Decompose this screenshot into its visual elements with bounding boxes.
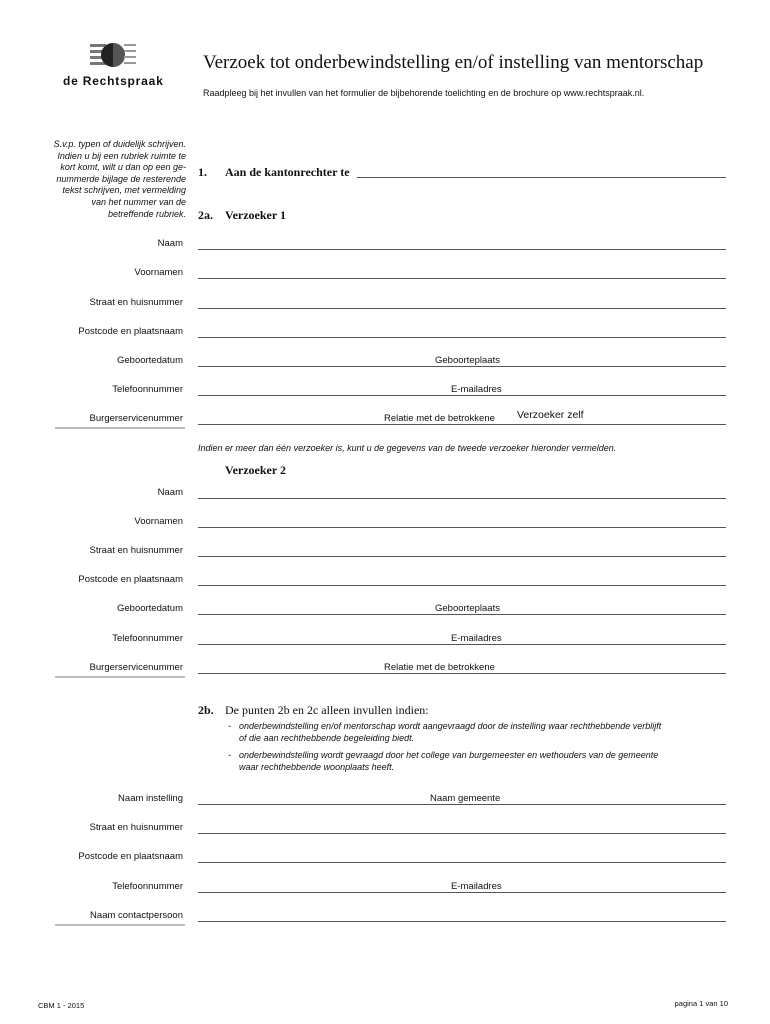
label-geboortedatum-2: Geboortedatum	[116, 603, 183, 614]
label-naam-gemeente: Naam gemeente	[430, 793, 501, 804]
label-geboortedatum-1: Geboortedatum	[116, 355, 183, 366]
label-straat-instelling: Straat en huisnummer	[89, 822, 183, 833]
label-relatie-2: Relatie met de betrokkene	[384, 662, 495, 673]
section-divider-3	[55, 924, 185, 926]
label-straat-1: Straat en huisnummer	[89, 297, 183, 308]
postcode-field-2[interactable]	[198, 585, 726, 586]
relatie-value-1[interactable]: Verzoeker zelf	[517, 409, 584, 421]
bsn-field-1[interactable]	[198, 424, 726, 425]
label-telefoon-instelling: Telefoonnummer	[112, 881, 183, 892]
bullet-1: - onderbewindstelling en/of mentorschap wordt aangevraagd door de instelling waar rechthebbende verblijft of die aan rechthebbende begeleiding biedt.	[228, 721, 662, 743]
page-subtitle: Raadpleeg bij het invullen van het formulier de bijbehorende toelichting en de brochure op www.rechtspraak.nl.	[203, 88, 645, 98]
label-straat-2: Straat en huisnummer	[89, 545, 183, 556]
postcode-instelling-field[interactable]	[198, 862, 726, 863]
page-title: Verzoek tot onderbewindstelling en/of instelling van mentorschap	[203, 52, 704, 73]
geboortedatum-field-1[interactable]	[198, 366, 726, 367]
section-divider-1	[55, 427, 185, 429]
section-1-title: Aan de kantonrechter te	[225, 165, 350, 179]
section-2a-number: 2a.	[198, 208, 213, 222]
label-voornamen-1: Voornamen	[134, 267, 183, 278]
label-postcode-instelling: Postcode en plaatsnaam	[78, 851, 183, 862]
section-1-number: 1.	[198, 165, 207, 179]
section-2b-title: De punten 2b en 2c alleen invullen indien:	[225, 703, 429, 717]
contactpersoon-field[interactable]	[198, 921, 726, 922]
label-telefoon-1: Telefoonnummer	[112, 384, 183, 395]
section-2a-second-title: Verzoeker 2	[225, 463, 286, 477]
page-number: pagina 1 van 10	[674, 999, 728, 1008]
bullet-dash-1: -	[228, 721, 231, 731]
kantonrechter-field[interactable]	[357, 177, 726, 178]
bullet-dash-2: -	[228, 750, 231, 760]
label-relatie-1: Relatie met de betrokkene	[384, 413, 495, 424]
bullet-2: - onderbewindstelling wordt gevraagd door het college van burgemeester en wethouders van de gemeente waar rechthebbende woonplaats heeft.	[228, 750, 659, 772]
label-voornamen-2: Voornamen	[134, 516, 183, 527]
label-naam-instelling: Naam instelling	[118, 793, 183, 804]
rechtspraak-logo-icon	[90, 42, 136, 68]
postcode-field-1[interactable]	[198, 337, 726, 338]
logo-text: de Rechtspraak	[63, 74, 164, 88]
label-geboorteplaats-2: Geboorteplaats	[435, 603, 500, 614]
section-2a-title: Verzoeker 1	[225, 208, 286, 222]
label-postcode-2: Postcode en plaatsnaam	[78, 574, 183, 585]
naam-field-1[interactable]	[198, 249, 726, 250]
label-postcode-1: Postcode en plaatsnaam	[78, 326, 183, 337]
straat-field-2[interactable]	[198, 556, 726, 557]
second-applicant-note: Indien er meer dan één verzoeker is, kunt u de gegevens van de tweede verzoeker hieronder vermelden.	[198, 443, 617, 453]
label-email-1: E-mailadres	[451, 384, 502, 395]
label-geboorteplaats-1: Geboorteplaats	[435, 355, 500, 366]
straat-instelling-field[interactable]	[198, 833, 726, 834]
form-code: CBM 1 - 2015	[38, 1001, 85, 1010]
naam-instelling-field[interactable]	[198, 804, 726, 805]
straat-field-1[interactable]	[198, 308, 726, 309]
label-bsn-2: Burgerservicenummer	[89, 662, 183, 673]
geboortedatum-field-2[interactable]	[198, 614, 726, 615]
label-email-2: E-mailadres	[451, 633, 502, 644]
label-email-instelling: E-mailadres	[451, 881, 502, 892]
voornamen-field-2[interactable]	[198, 527, 726, 528]
bsn-field-2[interactable]	[198, 673, 726, 674]
label-bsn-1: Burgerservicenummer	[89, 413, 183, 424]
label-telefoon-2: Telefoonnummer	[112, 633, 183, 644]
instruction-text: S.v.p. typen of duidelijk schrijven. Indien u bij een rubriek ruimte te kort komt, wilt u dan op een ge- nummerde bijlage de resterende tekst schrijven, met vermelding van het nummer van de betreffende rubriek.	[53, 139, 186, 219]
section-divider-2	[55, 676, 185, 678]
telefoon-field-2[interactable]	[198, 644, 726, 645]
telefoon-field-1[interactable]	[198, 395, 726, 396]
naam-field-2[interactable]	[198, 498, 726, 499]
label-contactpersoon: Naam contactpersoon	[90, 910, 183, 921]
voornamen-field-1[interactable]	[198, 278, 726, 279]
telefoon-instelling-field[interactable]	[198, 892, 726, 893]
label-naam-1: Naam	[157, 238, 183, 249]
label-naam-2: Naam	[157, 487, 183, 498]
section-2b-number: 2b.	[198, 703, 214, 717]
